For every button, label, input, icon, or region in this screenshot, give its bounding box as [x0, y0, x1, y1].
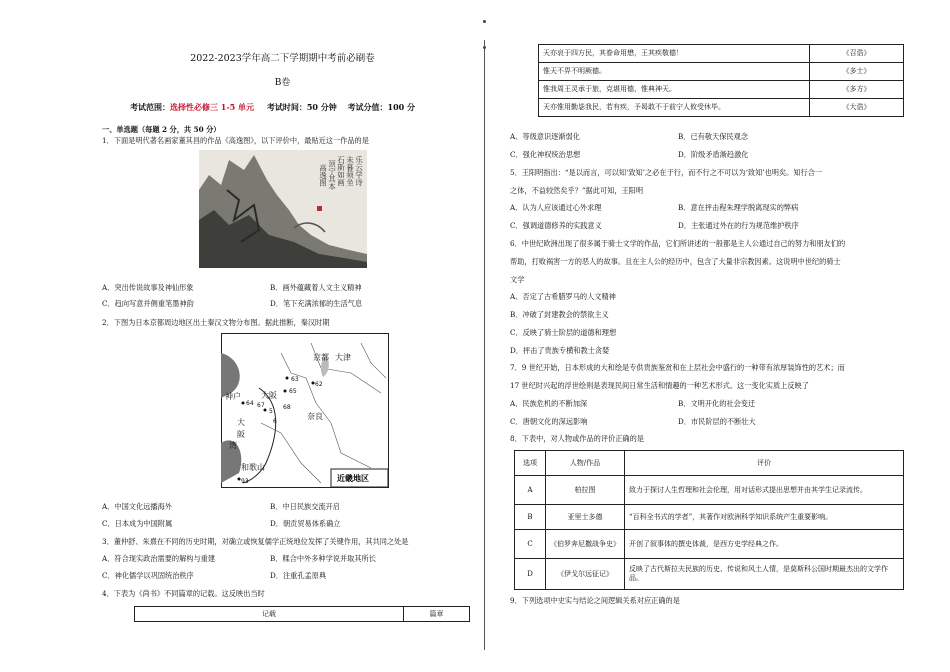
q1-option-b[interactable]: B．画外蕴藏着人文主义精神 [270, 283, 362, 292]
column-divider [484, 40, 485, 650]
find-marker [284, 390, 287, 393]
q4-row-record: 惟天不畀不明厥德。 [539, 63, 810, 81]
find-marker [264, 409, 267, 412]
map-number: 68 [283, 404, 291, 411]
map-place: 大津 [335, 353, 351, 362]
exam-meta [130, 102, 415, 112]
question-7-stem: 17 世纪时兴起的浮世绘则是表现民间日常生活和情趣的一种艺术形式。这一变化实质上反映了 [510, 381, 809, 390]
seal-icon [317, 206, 322, 211]
question-6-stem: 6．中世纪欧洲出现了很多属于骑士文学的作品，它们所讲述的一般都是主人公通过自己的努力和朋友们的 [510, 239, 846, 248]
q6-option-d[interactable]: D．抨击了贵族专横和教士贪婪 [510, 346, 610, 355]
question-1-stem: 1．下面是明代著名画家董其昌的作品《高逸图》，以下评价中，最贴近这一作品的是 [102, 136, 369, 145]
exam-score: 考试分值：100 分 [347, 102, 416, 112]
q2-option-d[interactable]: D．朝贡贸易体系确立 [270, 519, 341, 528]
q8-header-option: 选项 [515, 451, 546, 476]
map-legend: 近畿地区 [337, 474, 369, 483]
q6-option-a[interactable]: A．否定了古希腊罗马的人文精神 [510, 292, 616, 301]
q7-option-d[interactable]: D．市民阶层的不断壮大 [678, 417, 756, 426]
q4-option-b[interactable]: B．已有敬天保民观念 [678, 132, 748, 141]
map-place: 奈良 [307, 412, 323, 421]
q4-row-record: 天亦哀于四方民，其眷命用懋，王其疾敬德！ [539, 45, 810, 63]
page-title: 2022-2023学年高二下学期期中考前必刷卷 [190, 53, 375, 64]
map-number: 64 [246, 400, 254, 407]
question-6-stem: 文学 [510, 275, 525, 284]
find-marker [238, 478, 241, 481]
inscription-col: 乐云学诗 [354, 156, 364, 186]
q4-header-record: 记载 [135, 607, 404, 622]
inscription-col: 石斯如画 [336, 156, 346, 186]
q1-option-a[interactable]: A．突出传说故事及神仙形象 [102, 283, 194, 292]
map-number: 63 [291, 376, 299, 383]
find-marker [312, 382, 315, 385]
map-place: 大阪 [261, 391, 277, 400]
map-number: 93 [241, 478, 249, 485]
map-place: 和歌山 [241, 463, 265, 472]
q4-row-chapter: 《召诰》 [810, 45, 904, 63]
q8-row-evaluation: “百科全书式的学者”，其著作对欧洲科学知识系统产生重要影响。 [625, 505, 904, 530]
q1-option-c[interactable]: C．趋向写意并侧重笔墨神韵 [102, 299, 194, 308]
find-marker [242, 402, 245, 405]
find-marker [286, 377, 289, 380]
q5-option-c[interactable]: C．强调道德修养的实践意义 [510, 221, 602, 230]
q4-header-chapter: 篇章 [404, 607, 470, 622]
q2-option-a[interactable]: A．中国文化远播海外 [102, 502, 172, 511]
q8-row-option: B [515, 505, 546, 530]
map-number: 67 [257, 402, 265, 409]
q2-option-b[interactable]: B．中日民族交流开启 [270, 502, 340, 511]
q3-option-c[interactable]: C．神化儒学以巩固统治秩序 [102, 571, 194, 580]
q8-row-person: 柏拉图 [546, 476, 625, 505]
inscription-col: 未暮须坐 [345, 156, 355, 186]
q7-option-c[interactable]: C．唐朝文化的深远影响 [510, 417, 588, 426]
question-9-stem: 9．下列选项中史实与结论之间逻辑关系对应正确的是 [510, 596, 680, 605]
q8-row-person: 《伯罗奔尼撒战争史》 [546, 530, 625, 559]
q7-option-b[interactable]: B．文明开化的社会变迁 [678, 399, 756, 408]
q8-row-person: 亚里士多德 [546, 505, 625, 530]
question-8-stem: 8．下表中，对人物或作品的评价正确的是 [510, 434, 644, 443]
question-3-stem: 3．董仲舒、朱熹在不同的历史时期，对确立或恢复儒学正统地位发挥了关键作用，其共同之处是 [102, 537, 409, 546]
map-place: 阪 [237, 430, 245, 439]
q1-option-d[interactable]: D．笔下充满浓郁的生活气息 [270, 299, 363, 308]
exam-time: 考试时间：50 分钟 [266, 102, 337, 112]
q6-option-b[interactable]: B．冲破了封建教会的禁欲主义 [510, 310, 609, 319]
q3-option-a[interactable]: A．符合现实政治需要的解构与重建 [102, 554, 216, 563]
q8-row-option: C [515, 530, 546, 559]
q4-row-chapter: 《大诰》 [810, 99, 904, 117]
q4-row-record: 天亦惟用勤毖我民，若有疾，予曷敢不于前宁人攸受休毕。 [539, 99, 810, 117]
question-4-stem: 4．下表为《尚书》不同篇章的记载。这反映出当时 [102, 589, 265, 598]
q2-option-c[interactable]: C．日本成为中国附属 [102, 519, 173, 528]
q8-row-evaluation: 开创了叙事体的撰史体裁，是西方史学经典之作。 [625, 530, 904, 559]
scope-value: 选择性必修三 1-5 单元 [170, 102, 255, 112]
question-2-stem: 2．下图为日本京都周边地区出土秦汉文物分布图。据此推断，秦汉时期 [102, 318, 330, 327]
q5-option-b[interactable]: B．意在抨击程朱理学脱离现实的弊病 [678, 203, 799, 212]
inscription-col: 高逸图 [318, 164, 328, 187]
q4-row-record: 惟我周王灵承于旅，克堪用德，惟典神天。 [539, 81, 810, 99]
map-place: 大 [237, 418, 245, 427]
binding-dot [483, 20, 486, 23]
q4-option-a[interactable]: A．等级意识逐渐弱化 [510, 132, 580, 141]
q4-table-header [134, 606, 470, 622]
q4-option-d[interactable]: D．阶级矛盾渐趋激化 [678, 150, 749, 159]
map-number: 6 [273, 418, 277, 425]
map-number: 62 [315, 381, 323, 388]
q3-option-d[interactable]: D．注重孔孟原典 [270, 571, 327, 580]
q5-option-d[interactable]: D．主张通过外在的行为规范维护秩序 [678, 221, 799, 230]
page-subtitle: B卷 [274, 78, 291, 88]
map-place: 神户 [225, 392, 241, 401]
question-7-stem: 7．9 世纪开始，日本形成的大和绘是专供贵族鉴赏和在上层社会中盛行的一种带有浓厚装饰性的艺术；而 [510, 363, 845, 372]
q4-row-chapter: 《多方》 [810, 81, 904, 99]
q6-option-c[interactable]: C．反映了骑士阶层的道德和理想 [510, 328, 617, 337]
q8-header-person: 人物/作品 [546, 451, 625, 476]
q8-row-evaluation: 反映了古代斯拉夫民族的历史、传说和风土人情，是莫斯科公国时期最杰出的文学作品。 [625, 559, 904, 590]
painting-gaoyi-tu [199, 150, 367, 268]
question-5-stem: 之体，不益较然矣乎？”据此可知，王阳明 [510, 186, 644, 195]
map-place: 京都 [313, 353, 329, 362]
map-number: 65 [289, 388, 297, 395]
question-5-stem: 5．王阳明指出：“是以而言，可以知‘致知’之必在于行，而不行之不可以为‘致知’也明矣。知行合一 [510, 168, 823, 177]
scope-label: 考试范围： [130, 102, 170, 112]
q8-row-person: 《伊戈尔远征记》 [546, 559, 625, 590]
map-kinki-region [221, 333, 389, 488]
q4-row-chapter: 《多士》 [810, 63, 904, 81]
q8-row-evaluation: 致力于探讨人生哲理和社会伦理，用对话形式提出思想并由其学生记录流传。 [625, 476, 904, 505]
q8-header-evaluation: 评价 [625, 451, 904, 476]
map-number: 5 [269, 408, 273, 415]
q4-table [538, 44, 904, 117]
q8-table [514, 450, 904, 590]
q5-option-a[interactable]: A．认为人应该通过心外求理 [510, 203, 602, 212]
section-heading: 一、单选题（每题 2 分，共 50 分） [102, 125, 221, 134]
q8-row-option: A [515, 476, 546, 505]
inscription-col: 顶宁其本 [327, 160, 337, 190]
q8-row-option: D [515, 559, 546, 590]
q3-option-b[interactable]: B．糅合中外多种学说并取其所长 [270, 554, 376, 563]
map-place: 湾 [229, 441, 237, 450]
q4-option-c[interactable]: C．强化神权统治思想 [510, 150, 581, 159]
question-6-stem: 帮助，打败祸害一方的恶人的故事。且在主人公的经历中，包含了大量非宗教因素。这说明中世纪的骑士 [510, 257, 841, 266]
q7-option-a[interactable]: A．民族危机的不断加深 [510, 399, 588, 408]
